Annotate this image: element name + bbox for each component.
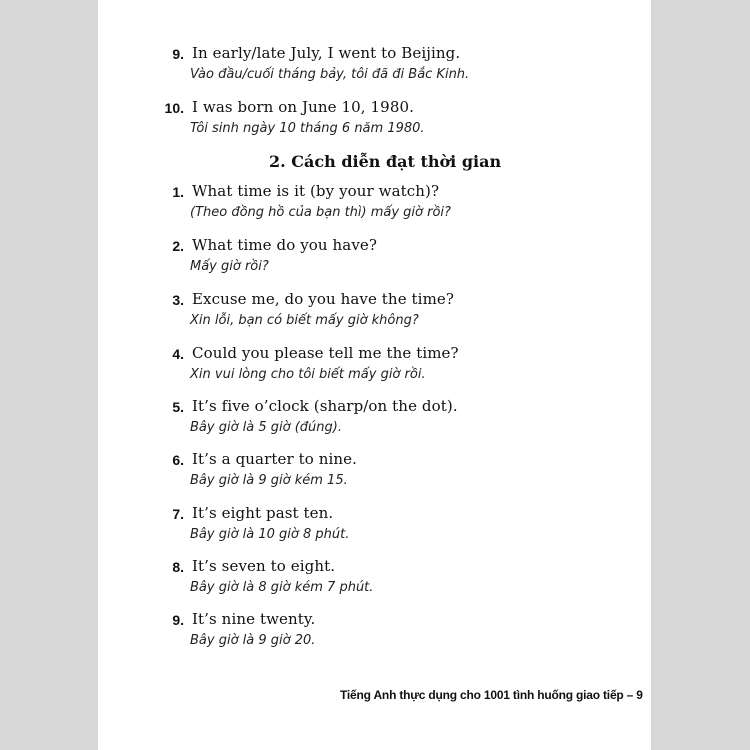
item-number: 2. (172, 238, 184, 254)
vietnamese-translation: Vào đầu/cuối tháng bảy, tôi đã đi Bắc Kinh. (190, 67, 470, 82)
vietnamese-translation: Xin vui lòng cho tôi biết mấy giờ rồi. (190, 367, 426, 382)
english-sentence: What time is it (by your watch)? (192, 182, 440, 200)
vietnamese-translation: Bây giờ là 5 giờ (đúng). (190, 420, 342, 435)
vietnamese-translation: Bây giờ là 10 giờ 8 phút. (190, 527, 350, 542)
item-number: 9. (172, 612, 184, 628)
vietnamese-translation: Tôi sinh ngày 10 tháng 6 năm 1980. (190, 121, 425, 136)
item-number: 7. (172, 506, 184, 522)
item-number: 5. (172, 399, 184, 415)
item-number: 4. (172, 346, 184, 362)
english-sentence: It’s eight past ten. (192, 504, 334, 522)
item-number: 10. (164, 100, 184, 116)
vietnamese-translation: Bây giờ là 9 giờ kém 15. (190, 473, 348, 488)
book-page (98, 0, 651, 750)
english-sentence: It’s a quarter to nine. (192, 450, 358, 468)
vietnamese-translation: Bây giờ là 9 giờ 20. (190, 633, 316, 648)
english-sentence: Could you please tell me the time? (192, 344, 459, 362)
vietnamese-translation: Xin lỗi, bạn có biết mấy giờ không? (190, 313, 419, 328)
item-number: 9. (172, 46, 184, 62)
english-sentence: I was born on June 10, 1980. (192, 98, 414, 116)
section-title: 2. Cách diễn đạt thời gian (269, 152, 502, 171)
item-number: 3. (172, 292, 184, 308)
vietnamese-translation: (Theo đồng hồ của bạn thì) mấy giờ rồi? (190, 205, 451, 220)
english-sentence: Excuse me, do you have the time? (192, 290, 455, 308)
english-sentence: What time do you have? (192, 236, 378, 254)
english-sentence: It’s seven to eight. (192, 557, 336, 575)
item-number: 6. (172, 452, 184, 468)
vietnamese-translation: Mấy giờ rồi? (190, 259, 269, 274)
english-sentence: In early/late July, I went to Beijing. (192, 44, 461, 62)
english-sentence: It’s five o’clock (sharp/on the dot). (192, 397, 458, 415)
item-number: 1. (172, 184, 184, 200)
english-sentence: It’s nine twenty. (192, 610, 316, 628)
item-number: 8. (172, 559, 184, 575)
page-footer: Tiếng Anh thực dụng cho 1001 tình huống giao tiếp – 9 (340, 688, 643, 702)
vietnamese-translation: Bây giờ là 8 giờ kém 7 phút. (190, 580, 374, 595)
